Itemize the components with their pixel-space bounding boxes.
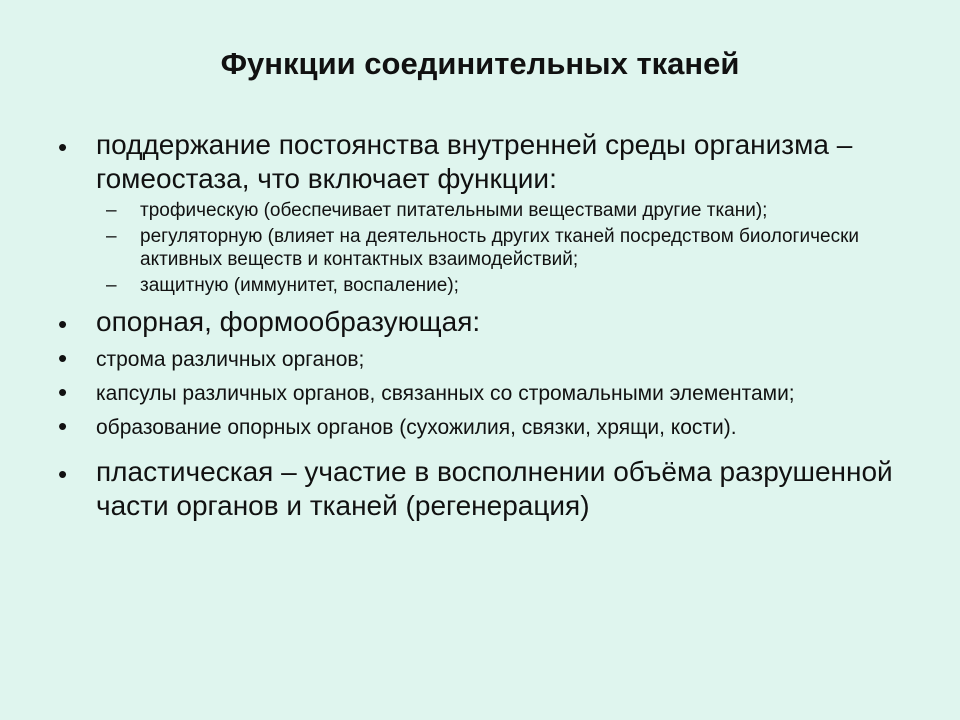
bullet-list [58,128,918,523]
sublist-item-text: трофическую (обеспечивает питательными веществами другие ткани); [140,200,768,221]
list-item-text: поддержание постоянства внутренней среды организма – гомеостаза, что включает функции: [96,129,853,194]
list-item-text: опорная, формообразующая: [96,306,481,337]
dash-icon: – [106,275,117,296]
bullet-icon: • [58,377,68,407]
list-item-plastic [58,455,918,523]
slide-title: Функции соединительных тканей [220,46,740,81]
bullet-icon: • [58,459,68,489]
sublist-item-protective [58,274,918,297]
bullet-icon: • [58,411,68,441]
bullet-icon: • [58,132,68,162]
bullet-icon: • [58,343,68,373]
list-item-capsules [58,377,918,407]
sublist-item-regulatory [58,225,918,271]
list-item-stroma [58,343,918,373]
list-item-support-organs [58,411,918,441]
list-item-text: строма различных органов; [96,348,365,371]
list-item-text: пластическая – участие в восполнении объёма разрушенной части органов и тканей (регенерация) [96,456,893,521]
dash-icon: – [106,226,117,247]
sublist-item-text: защитную (иммунитет, воспаление); [140,275,459,296]
dash-icon: – [106,200,117,221]
list-item-text: образование опорных органов (сухожилия, связки, хрящи, кости). [96,416,737,439]
sublist-item-text: регуляторную (влияет на деятельность других тканей посредством биологически активных веществ и контактных взаимодействий; [140,226,859,270]
sublist-item-trophic [58,199,918,222]
list-item-homeostasis [58,128,918,196]
bullet-icon: • [58,309,68,339]
list-item-support [58,305,918,339]
list-item-text: капсулы различных органов, связанных со стромальными элементами; [96,382,795,405]
